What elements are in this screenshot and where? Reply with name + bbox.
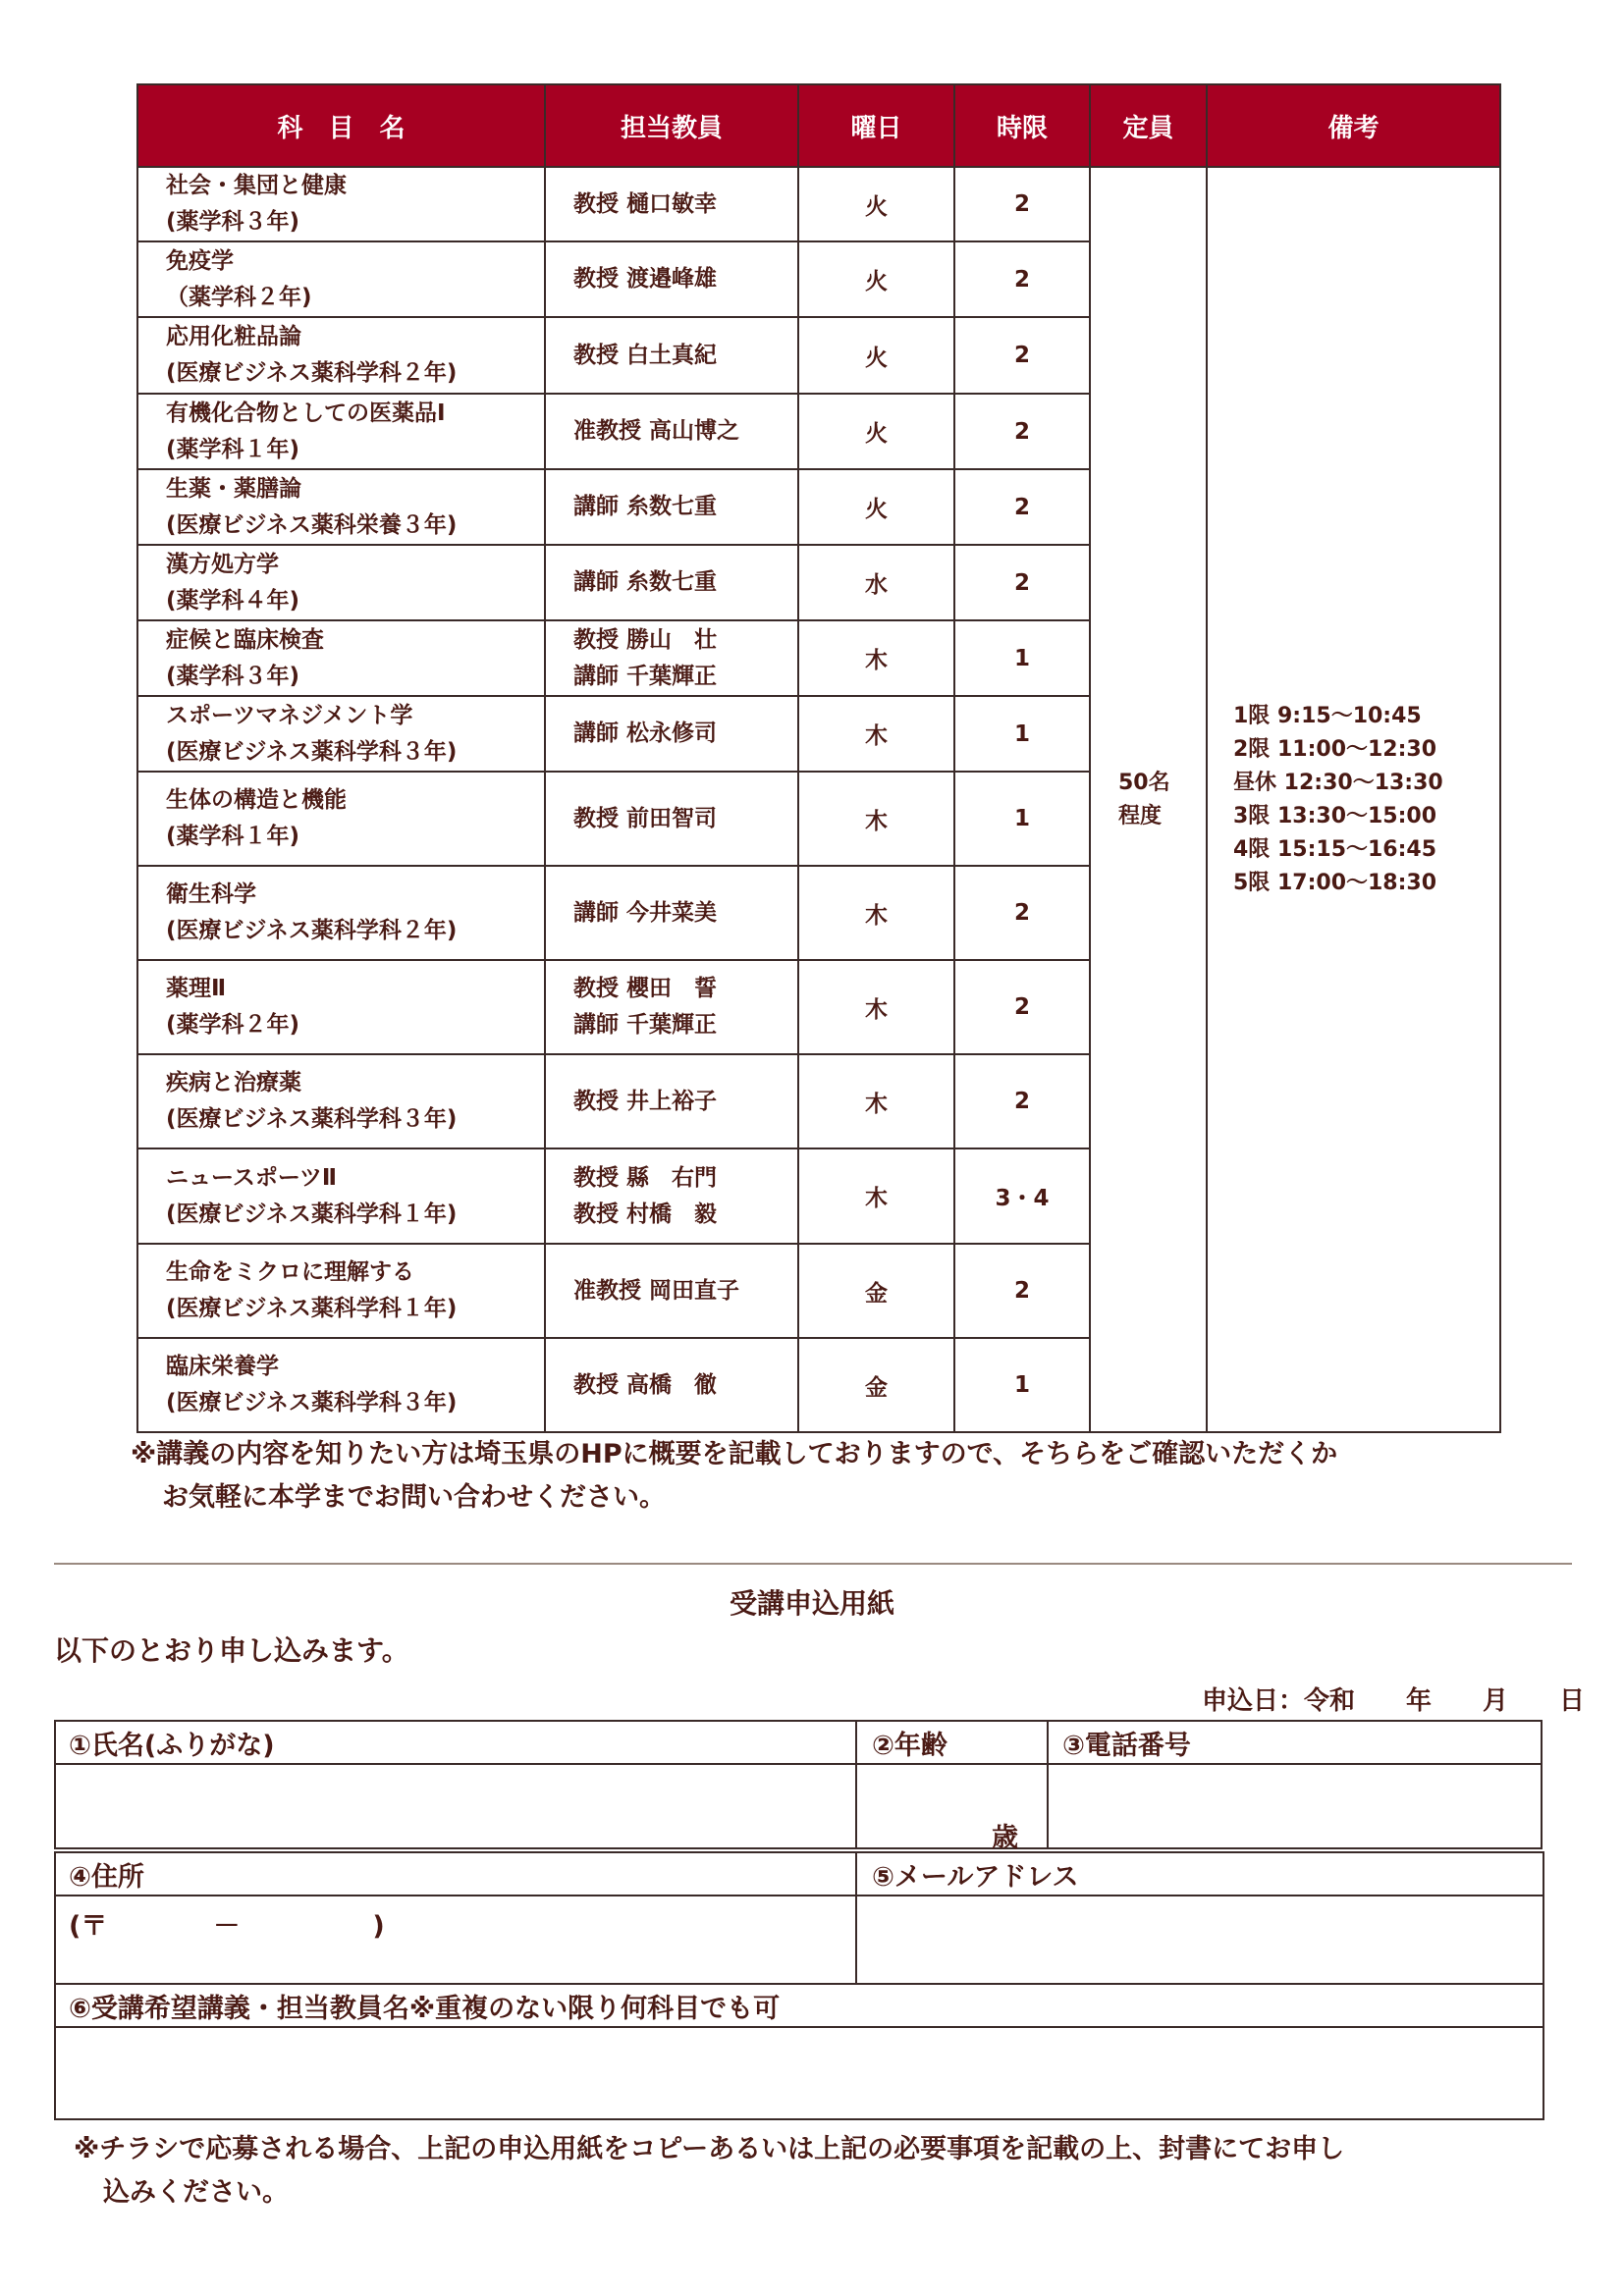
course-teacher <box>545 394 798 469</box>
header-subject: 科目名 <box>137 84 545 167</box>
course-day: 木 <box>798 620 954 696</box>
course-teacher-name: 教授 縣 右門 <box>573 1164 718 1191</box>
capacity-cell <box>1090 167 1207 1432</box>
courses-label: ⑥受講希望講義・担当教員名※重複のない限り何科目でも可 <box>69 1994 781 2024</box>
period-time-item: 4限 15:15～16:45 <box>1233 836 1437 862</box>
course-subject-line: 衛生科学 <box>166 881 256 907</box>
course-teacher-name: 教授 櫻田 誓 <box>573 976 718 1001</box>
course-subject <box>137 696 545 772</box>
age-label: ②年齢 <box>872 1731 947 1761</box>
capacity-text: 程度 <box>1118 803 1163 828</box>
course-period: 1 <box>954 696 1090 772</box>
header-period: 時限 <box>954 84 1090 167</box>
header-capacity: 定員 <box>1090 84 1207 167</box>
course-subject-line: ニュースポーツⅡ <box>166 1164 338 1191</box>
header-teacher: 担当教員 <box>545 84 798 167</box>
course-table-body <box>137 167 1500 1432</box>
course-subject-line: 生薬・薬膳論 <box>166 475 301 502</box>
course-teacher-name: 教授 井上裕子 <box>573 1088 718 1114</box>
course-teacher-name: 教授 樋口敏幸 <box>573 190 718 217</box>
email-input-area[interactable] <box>855 1895 1544 1985</box>
name-label: ①氏名(ふりがな) <box>69 1731 275 1761</box>
course-subject-line: 応用化粧品論 <box>166 324 301 349</box>
course-subject-line: (医療ビジネス薬科学科１年) <box>166 1201 458 1227</box>
course-period: 2 <box>954 469 1090 545</box>
course-period: 2 <box>954 545 1090 620</box>
course-period: 2 <box>954 394 1090 469</box>
course-teacher <box>545 696 798 772</box>
course-subject-line: (医療ビジネス薬科学科３年) <box>166 1106 458 1132</box>
period-time-item: 2限 11:00～12:30 <box>1233 736 1437 762</box>
course-subject <box>137 241 545 317</box>
course-subject-line: スポーツマネジメント学 <box>166 702 413 728</box>
period-time-item: 3限 13:30～15:00 <box>1233 803 1437 828</box>
course-day: 金 <box>798 1338 954 1432</box>
course-period: 1 <box>954 772 1090 866</box>
course-subject-line: (医療ビジネス薬科学科３年) <box>166 1390 458 1415</box>
name-input-area[interactable] <box>54 1763 857 1849</box>
age-unit-label: 歳 <box>992 1823 1018 1853</box>
course-teacher-name: 講師 糸数七重 <box>573 494 718 519</box>
course-period: 1 <box>954 1338 1090 1432</box>
course-subject-line: 生体の構造と機能 <box>166 787 347 813</box>
header-remarks: 備考 <box>1207 84 1500 167</box>
course-day: 木 <box>798 696 954 772</box>
course-subject <box>137 1054 545 1148</box>
course-subject-line: (薬学科４年) <box>166 587 300 614</box>
course-subject <box>137 620 545 696</box>
capacity-text: 50名 <box>1118 770 1170 795</box>
course-day: 木 <box>798 960 954 1054</box>
course-teacher <box>545 1244 798 1338</box>
period-time-item: 1限 9:15～10:45 <box>1233 703 1422 728</box>
course-teacher <box>545 1338 798 1432</box>
course-subject <box>137 545 545 620</box>
address-label: ④住所 <box>69 1862 144 1893</box>
postal-code-field: (〒 － ) <box>69 1911 385 1942</box>
course-subject-line: (薬学科３年) <box>166 209 300 235</box>
course-teacher <box>545 1148 798 1244</box>
course-day: 火 <box>798 167 954 241</box>
course-teacher-name: 教授 高橋 徹 <box>573 1371 718 1398</box>
period-time-item: 5限 17:00～18:30 <box>1233 870 1437 895</box>
course-subject-line: (医療ビジネス薬科栄養３年) <box>166 511 458 538</box>
course-period: 1 <box>954 620 1090 696</box>
course-teacher <box>545 960 798 1054</box>
course-subject-line: (医療ビジネス薬科学科２年) <box>166 918 458 943</box>
section-divider <box>54 1563 1572 1565</box>
course-teacher-name: 教授 渡邉峰雄 <box>573 266 718 292</box>
info-notice <box>131 1433 1337 1520</box>
course-teacher <box>545 241 798 317</box>
course-subject-line: 社会・集団と健康 <box>166 173 347 198</box>
course-teacher <box>545 772 798 866</box>
notice-line-2: お気軽に本学までお問い合わせください。 <box>162 1482 666 1513</box>
course-subject-line: 有機化合物としての医薬品Ⅰ <box>166 400 446 426</box>
age-input-area[interactable] <box>855 1763 1049 1849</box>
course-period: 2 <box>954 866 1090 960</box>
form-lead-text: 以下のとおり申し込みます。 <box>54 1634 409 1667</box>
remarks-cell <box>1207 167 1500 1432</box>
course-subject-line: (医療ビジネス薬科学科１年) <box>166 1296 458 1321</box>
course-teacher-name: 准教授 高山博之 <box>573 418 740 444</box>
course-teacher-name: 教授 勝山 壮 <box>573 626 718 653</box>
course-day: 火 <box>798 394 954 469</box>
course-teacher <box>545 167 798 241</box>
course-subject-line: (薬学科１年) <box>166 824 300 849</box>
course-day: 木 <box>798 772 954 866</box>
course-teacher <box>545 1054 798 1148</box>
course-day: 火 <box>798 241 954 317</box>
course-period: 2 <box>954 960 1090 1054</box>
course-period: 3・4 <box>954 1148 1090 1244</box>
course-subject-line: （薬学科２年) <box>166 284 312 310</box>
course-subject-line: 疾病と治療薬 <box>166 1070 301 1095</box>
course-day: 火 <box>798 317 954 394</box>
course-teacher-name: 講師 千葉輝正 <box>573 1012 718 1038</box>
course-subject <box>137 1148 545 1244</box>
submission-notice <box>74 2128 1344 2215</box>
course-subject-line: (医療ビジネス薬科学科３年) <box>166 738 458 765</box>
course-teacher <box>545 545 798 620</box>
course-subject-line: 薬理Ⅱ <box>166 976 227 1001</box>
course-subject-line: (薬学科２年) <box>166 1012 300 1038</box>
submission-notice-line-2: 込みください。 <box>103 2177 289 2208</box>
course-subject-line: (薬学科３年) <box>166 663 300 689</box>
course-subject-line: (薬学科１年) <box>166 436 300 462</box>
apply-year-label: 年 <box>1405 1686 1432 1716</box>
phone-label: ③電話番号 <box>1062 1731 1191 1761</box>
course-teacher-name: 教授 前田智司 <box>573 805 718 831</box>
submission-notice-line-1: ※チラシで応募される場合、上記の申込用紙をコピーあるいは上記の必要事項を記載の上、封書にてお申し <box>74 2134 1345 2164</box>
course-teacher-name: 教授 村橋 毅 <box>573 1201 718 1227</box>
course-subject <box>137 394 545 469</box>
course-teacher <box>545 317 798 394</box>
course-period: 2 <box>954 1054 1090 1148</box>
course-subject-line: 免疫学 <box>166 247 234 274</box>
course-subject <box>137 772 545 866</box>
course-subject-line: 臨床栄養学 <box>166 1354 279 1379</box>
course-teacher-name: 教授 白土真紀 <box>573 342 718 368</box>
apply-date-line <box>1202 1681 1585 1717</box>
address-label-cell <box>54 1851 857 1896</box>
course-teacher-name: 講師 今井菜美 <box>573 899 718 926</box>
course-period: 2 <box>954 167 1090 241</box>
course-subject <box>137 167 545 241</box>
course-subject <box>137 960 545 1054</box>
course-teacher-name: 講師 千葉輝正 <box>573 663 718 689</box>
email-label: ⑤メールアドレス <box>872 1862 1079 1893</box>
course-day: 木 <box>798 866 954 960</box>
course-day: 水 <box>798 545 954 620</box>
course-subject <box>137 469 545 545</box>
course-subject <box>137 866 545 960</box>
table-header-row <box>137 84 1500 167</box>
course-day: 金 <box>798 1244 954 1338</box>
course-teacher-name: 准教授 岡田直子 <box>573 1277 740 1304</box>
course-day: 火 <box>798 469 954 545</box>
course-day: 木 <box>798 1054 954 1148</box>
course-period: 2 <box>954 317 1090 394</box>
course-table <box>136 83 1501 1433</box>
course-teacher <box>545 866 798 960</box>
phone-input-area[interactable] <box>1047 1763 1543 1849</box>
course-teacher <box>545 620 798 696</box>
course-period: 2 <box>954 241 1090 317</box>
course-subject <box>137 1244 545 1338</box>
course-day: 木 <box>798 1148 954 1244</box>
course-teacher <box>545 469 798 545</box>
course-subject-line: (医療ビジネス薬科学科２年) <box>166 360 458 386</box>
course-subject-line: 生命をミクロに理解する <box>166 1259 414 1285</box>
apply-month-label: 月 <box>1482 1686 1508 1716</box>
course-period: 2 <box>954 1244 1090 1338</box>
course-teacher-name: 講師 松永修司 <box>573 721 718 746</box>
period-time-item: 昼休 12:30～13:30 <box>1233 770 1443 795</box>
course-teacher-name: 講師 糸数七重 <box>573 569 718 595</box>
course-subject <box>137 317 545 394</box>
notice-line-1: ※講義の内容を知りたい方は埼玉県のHPに概要を記載しておりますので、そちらをご確認いただくか <box>131 1439 1338 1469</box>
header-day: 曜日 <box>798 84 954 167</box>
form-title: 受講申込用紙 <box>729 1587 894 1620</box>
apply-date-label: 申込日：令和 <box>1201 1686 1355 1716</box>
course-subject <box>137 1338 545 1432</box>
courses-input-area[interactable] <box>54 2026 1544 2120</box>
course-subject-line: 漢方処方学 <box>166 551 279 577</box>
table-row <box>137 167 1500 241</box>
apply-day-label: 日 <box>1558 1686 1585 1716</box>
course-subject-line: 症候と臨床検査 <box>166 626 324 653</box>
